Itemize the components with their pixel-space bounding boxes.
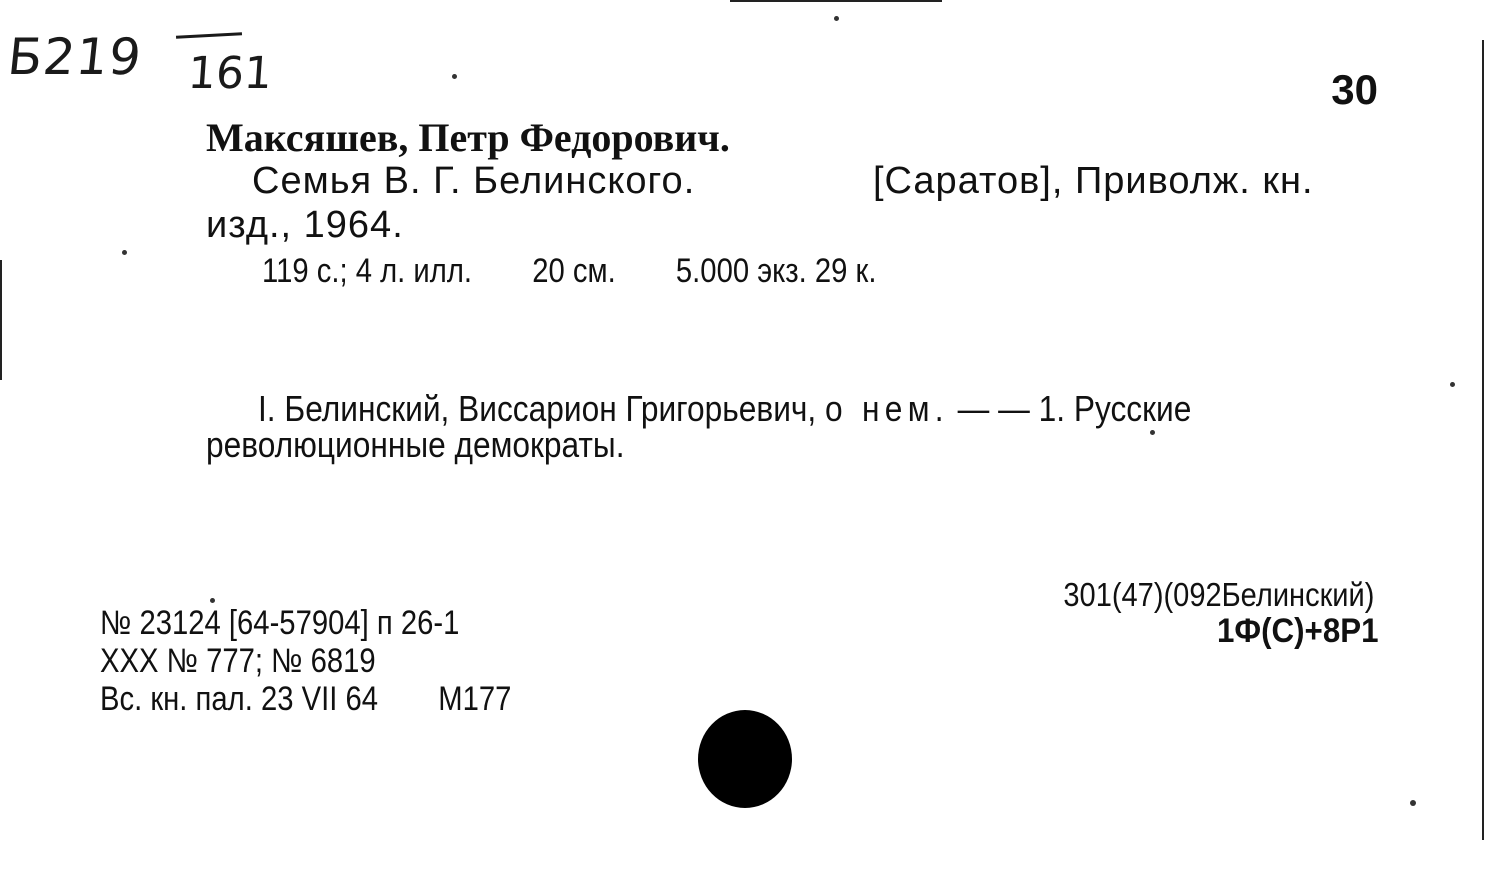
author-heading: Максяшев, Петр Федорович.: [206, 115, 730, 160]
chamber-date: Вс. кн. пал. 23 VII 64: [100, 680, 379, 718]
print-code: М177: [438, 680, 512, 718]
registration-number: № 23124 [64-57904] п 26-1: [100, 604, 460, 642]
tracing-line-2: революционные демократы.: [206, 424, 625, 465]
collation-copies-price: 5.000 экз. 29 к.: [675, 252, 877, 290]
scan-speck: [210, 598, 215, 603]
tracing-subject-heading: — — 1. Русские: [957, 388, 1192, 429]
punch-hole: [698, 710, 792, 808]
right-edge-line: [1482, 40, 1484, 840]
top-edge-line: [730, 0, 942, 2]
scan-speck: [452, 74, 457, 79]
registration-series: ХХХ № 777; № 6819: [100, 642, 376, 680]
tracing-subject-name: I. Белинский, Виссарион Григорьевич,: [258, 388, 817, 429]
scan-speck: [1410, 800, 1416, 806]
shelf-mark-overline: [176, 32, 242, 38]
bbk-index: 1Ф(С)+8Р1: [1216, 612, 1378, 650]
scan-speck: [1150, 430, 1155, 435]
registration-chamber: [100, 680, 511, 719]
shelf-mark: Б219: [4, 28, 145, 86]
tracing-about-him: о нем.: [825, 388, 949, 429]
collation-size: 20 см.: [532, 252, 616, 290]
left-edge-line: [0, 260, 2, 380]
collation-pages: 119 с.; 4 л. илл.: [262, 252, 473, 290]
collation-line: [262, 252, 876, 291]
scan-speck: [122, 250, 127, 255]
imprint-end: изд., 1964.: [206, 204, 404, 246]
scan-speck: [1450, 382, 1455, 387]
book-title: Семья В. Г. Белинского.: [252, 160, 696, 202]
scan-speck: [834, 16, 839, 21]
card-number: 30: [1331, 66, 1378, 113]
udc-index: 301(47)(092Белинский): [1062, 576, 1374, 613]
imprint-start: [Саратов], Приволж. кн.: [873, 160, 1314, 202]
shelf-mark-sub: 161: [186, 48, 274, 99]
